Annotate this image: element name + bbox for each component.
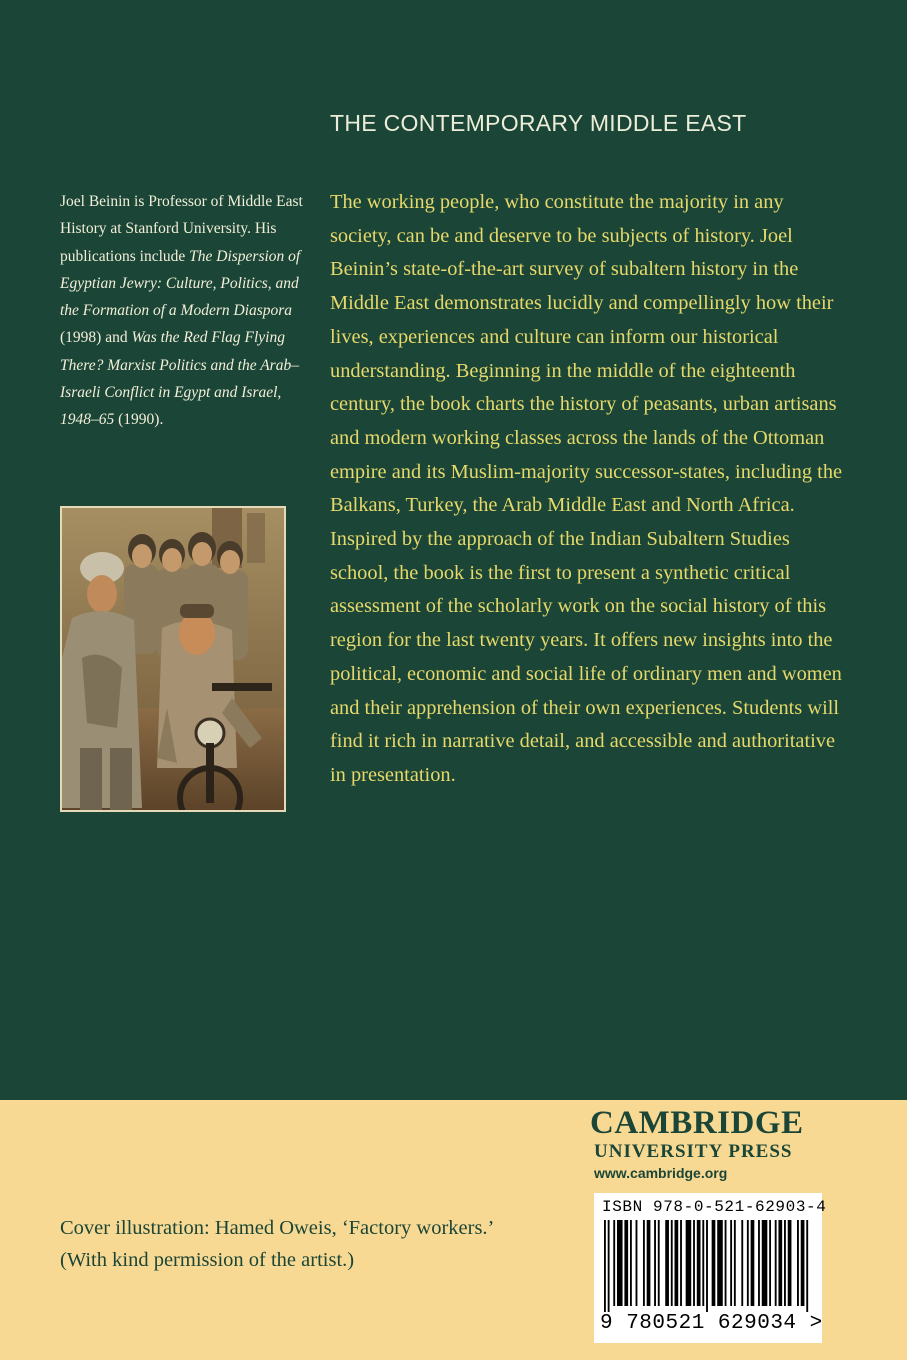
author-bio-text-1: Joel Beinin is Professor of Middle East History at Stanford University. His publications include xyxy=(60,193,303,265)
barcode-icon xyxy=(604,1220,810,1312)
isbn-label: ISBN 978-0-521-62903-4 xyxy=(602,1198,827,1216)
book-description: The working people, who constitute the majority in any society, can be and deserve to be subjects of history. Joel Beinin’s state-of-the-art survey of subaltern history in the Middle East demonstrates lucidly and compellingly how their lives, experiences and culture can inform our historical understanding. Beginning in the middle of the eighteenth century, the book charts the history of peasants, urban artisans and modern working classes across the lands of the Ottoman empire and its Muslim-majority successor-states, including the Balkans, Turkey, the Arab Middle East and North Africa. Inspired by the approach of the Indian Subaltern Studies school, the book is the first to present a synthetic critical assessment of the scholarly work on the social history of this region for the last twenty years. It offers new insights into the political, economic and social life of ordinary men and women and their apprehension of their own experiences. Students will find it rich in narrative detail, and accessible and authoritative in presentation. xyxy=(330,191,843,786)
factory-workers-painting xyxy=(62,508,284,810)
barcode-digits: 9 780521 629034 > xyxy=(600,1312,823,1335)
series-title: THE CONTEMPORARY MIDDLE EAST xyxy=(330,110,747,136)
cover-credit-line-1: Cover illustration: Hamed Oweis, ‘Factory workers.’ xyxy=(60,1217,495,1239)
publisher-subtitle: UNIVERSITY PRESS xyxy=(594,1141,793,1162)
book-title-1: The Dispersion of Egyptian Jewry: Culture, Politics, and the Formation of a Modern Diaspora xyxy=(60,247,301,320)
author-bio-text-2: (1998) and xyxy=(60,329,132,347)
cover-illustration xyxy=(60,506,286,812)
cover-credit-line-2: (With kind permission of the artist.) xyxy=(60,1249,355,1271)
book-title-2: Was the Red Flag Flying There? Marxist Politics and the Arab–Israeli Conflict in Egypt and Israel, 1948–65 xyxy=(60,329,299,429)
publisher-logo xyxy=(590,1105,830,1181)
cover-credit xyxy=(60,1212,580,1276)
publisher-url: www.cambridge.org xyxy=(594,1165,728,1181)
author-bio xyxy=(60,188,305,434)
author-bio-text-3: (1990). xyxy=(114,411,164,429)
barcode-box xyxy=(594,1193,827,1343)
publisher-name: CAMBRIDGE xyxy=(590,1105,804,1141)
